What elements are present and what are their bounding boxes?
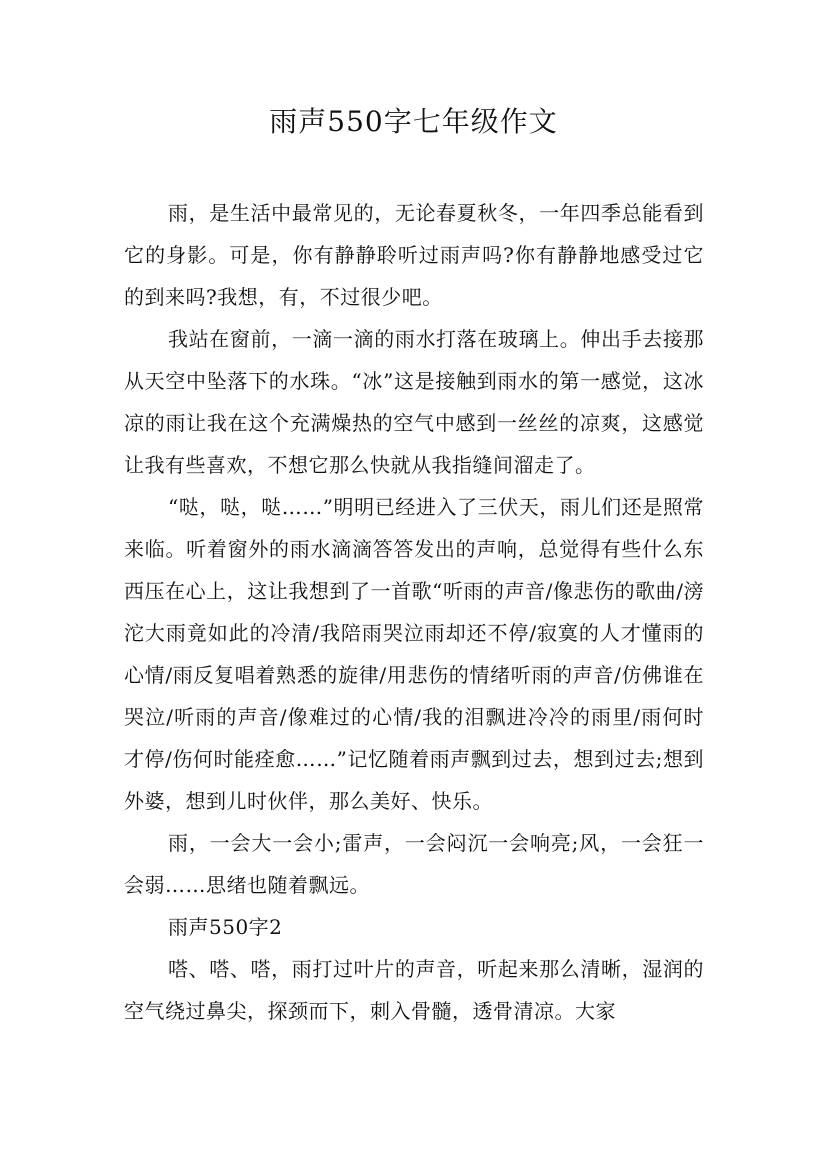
paragraph: 雨，是生活中最常见的，无论春夏秋冬，一年四季总能看到它的身影。可是，你有静静聆听过雨声吗?你有静静地感受过它的到来吗?我想，有，不过很少吧。 xyxy=(124,201,704,309)
paragraph: 雨，一会大一会小;雷声，一会闷沉一会响亮;风，一会狂一会弱……思绪也随着飘远。 xyxy=(124,831,704,897)
paragraph: “哒，哒，哒……”明明已经进入了三伏天，雨儿们还是照常来临。听着窗外的雨水滴滴答答发出的声响，总觉得有些什么东西压在心上，这让我想到了一首歌“听雨的声音/像悲伤的歌曲/滂沱大雨竟如此的冷清/我陪雨哭泣雨却还不停/寂寞的人才懂雨的心情/雨反复唱着熟悉的旋律/用悲伤的情绪听雨的声音/仿佛谁在哭泣/听雨的声音/像难过的心情/我的泪飘进冷冷的雨里/雨何时才停/伤何时能痊愈……”记忆随着雨声飘到过去，想到过去;想到外婆，想到儿时伙伴，那么美好、快乐。 xyxy=(124,495,704,813)
paragraph: 我站在窗前，一滴一滴的雨水打落在玻璃上。伸出手去接那从天空中坠落下的水珠。“冰”这是接触到雨水的第一感觉，这冰凉的雨让我在这个充满燥热的空气中感到一丝丝的凉爽，这感觉让我有些喜欢，不想它那么快就从我指缝间溜走了。 xyxy=(124,327,704,477)
paragraph: 嗒、嗒、嗒，雨打过叶片的声音，听起来那么清晰，湿润的空气绕过鼻尖，探颈而下，刺入骨髓，透骨清凉。大家 xyxy=(124,957,704,1023)
document-body xyxy=(124,192,704,1032)
document-title: 雨声550字七年级作文 xyxy=(269,105,558,138)
section-heading: 雨声550字2 xyxy=(168,915,283,939)
